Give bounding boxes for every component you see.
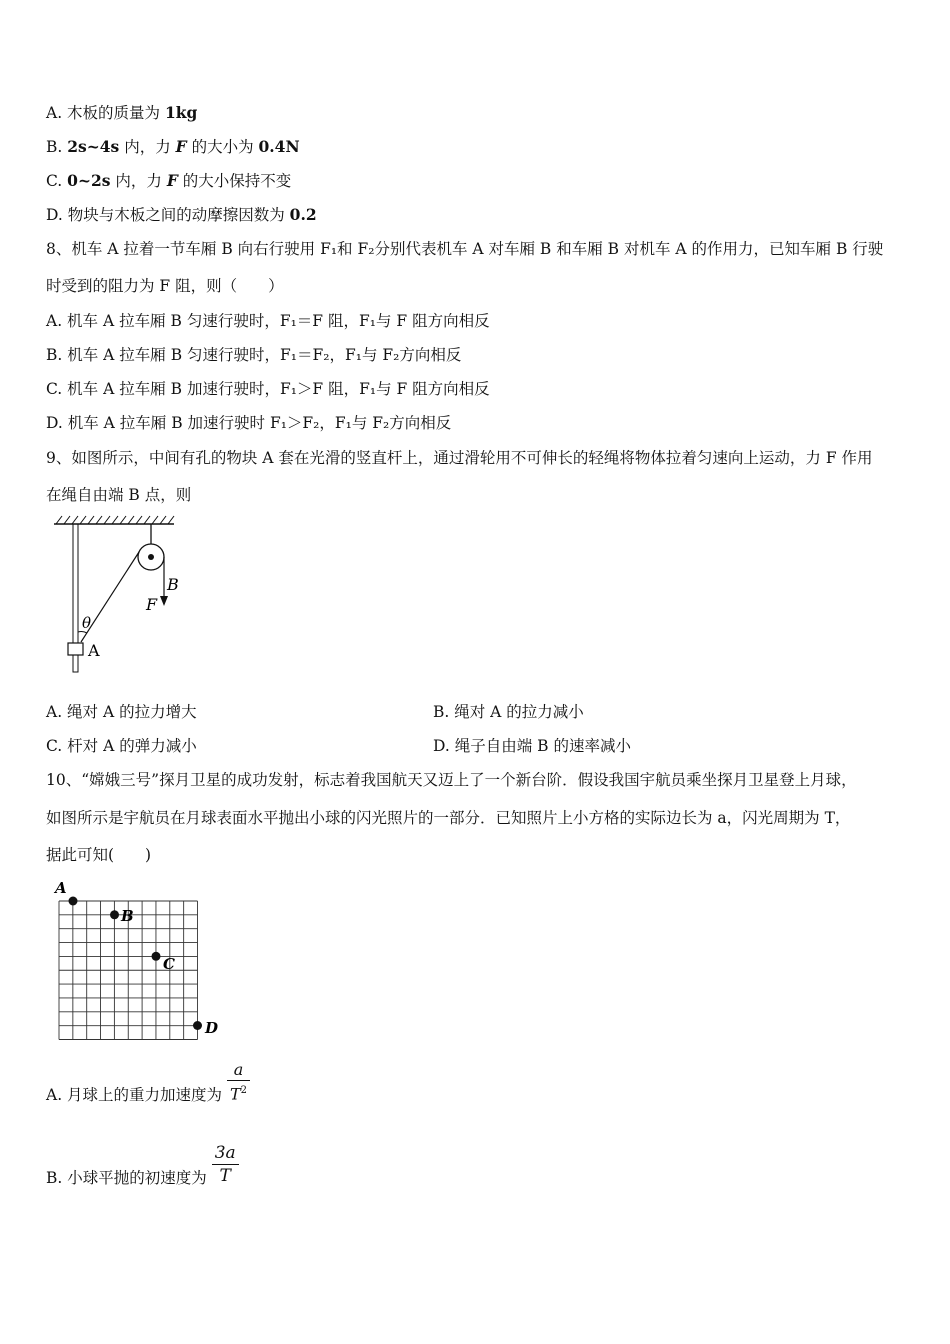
q7-option-c bbox=[46, 171, 291, 191]
q7-option-b-prefix: B. bbox=[46, 138, 68, 156]
q8-stem-line-2: 时受到的阻力为 F 阻，则（ ） bbox=[46, 277, 284, 295]
q10-option-b-numerator: 3a bbox=[212, 1142, 239, 1165]
q9-option-a: A. 绳对 A 的拉力增大 bbox=[46, 703, 197, 721]
q9-label-b: B bbox=[167, 575, 179, 594]
q7-option-c-mid: 内，力 bbox=[110, 172, 167, 190]
q7-option-c-range: 0~2s bbox=[67, 171, 111, 190]
q7-option-b-mid: 内，力 bbox=[119, 138, 176, 156]
q7-option-b-value: 0.4N bbox=[258, 137, 300, 156]
q9-label-a: A bbox=[88, 641, 100, 660]
q10-option-a-denominator bbox=[227, 1081, 250, 1104]
q10-stem-line-2: 如图所示是宇航员在月球表面水平抛出小球的闪光照片的一部分．已知照片上小方格的实际边长为 a，闪光周期为 T， bbox=[46, 809, 851, 827]
q10-label-c: C bbox=[163, 955, 175, 973]
q7-option-a-text: A. 木板的质量为 bbox=[46, 104, 165, 122]
q8-option-b: B. 机车 A 拉车厢 B 匀速行驶时，F₁＝F₂，F₁与 F₂方向相反 bbox=[46, 346, 462, 364]
q10-label-d: D bbox=[205, 1019, 219, 1037]
q7-option-b-range: 2s~4s bbox=[67, 137, 120, 156]
q10-option-a bbox=[46, 1062, 250, 1112]
q9-label-f: F bbox=[146, 595, 158, 614]
q7-option-c-tail: 的大小保持不变 bbox=[177, 172, 292, 190]
q10-option-b-text: B. 小球平抛的初速度为 bbox=[46, 1169, 207, 1187]
q10-option-b bbox=[46, 1142, 239, 1192]
q7-option-b-force: F bbox=[175, 137, 187, 156]
q10-option-a-fraction bbox=[227, 1060, 250, 1104]
q9-stem-line-1: 9、如图所示，中间有孔的物块 A 套在光滑的竖直杆上，通过滑轮用不可伸长的轻绳将物体拉着匀速向上运动，力 F 作用 bbox=[46, 449, 873, 467]
q9-stem-line-2: 在绳自由端 B 点，则 bbox=[46, 486, 192, 504]
q7-option-d-text: D. 物块与木板之间的动摩擦因数为 bbox=[46, 206, 290, 224]
q9-label-theta: θ bbox=[82, 614, 92, 632]
q10-option-a-exponent: 2 bbox=[240, 1085, 248, 1096]
q10-option-b-fraction bbox=[212, 1142, 239, 1187]
q7-option-c-prefix: C. bbox=[46, 172, 68, 190]
q7-option-b-mid2: 的大小为 bbox=[186, 138, 259, 156]
q10-grid-figure bbox=[52, 880, 227, 1045]
q7-option-a bbox=[46, 103, 197, 123]
q9-pulley-figure bbox=[50, 512, 180, 677]
q10-label-b: B bbox=[121, 907, 134, 925]
q10-option-a-den-var: T bbox=[230, 1084, 241, 1104]
q7-option-b bbox=[46, 137, 300, 157]
q10-option-a-numerator: a bbox=[227, 1060, 250, 1081]
q10-option-a-text: A. 月球上的重力加速度为 bbox=[46, 1086, 223, 1104]
q10-option-b-denominator: T bbox=[219, 1166, 231, 1186]
q7-option-a-value: 1kg bbox=[164, 103, 198, 122]
q9-option-b: B. 绳对 A 的拉力减小 bbox=[433, 703, 584, 721]
q10-stem-line-3: 据此可知( ) bbox=[46, 846, 152, 864]
q10-stem-line-1: 10、“嫦娥三号”探月卫星的成功发射，标志着我国航天又迈上了一个新台阶．假设我国宇航员乘坐探月卫星登上月球， bbox=[46, 771, 857, 789]
q9-option-d: D. 绳子自由端 B 的速率减小 bbox=[433, 737, 631, 755]
q8-option-a: A. 机车 A 拉车厢 B 匀速行驶时，F₁＝F 阻，F₁与 F 阻方向相反 bbox=[46, 312, 490, 330]
q7-option-d bbox=[46, 205, 317, 225]
q7-option-d-value: 0.2 bbox=[289, 205, 317, 224]
q8-option-d: D. 机车 A 拉车厢 B 加速行驶时 F₁＞F₂，F₁与 F₂方向相反 bbox=[46, 414, 452, 432]
q8-option-c: C. 机车 A 拉车厢 B 加速行驶时，F₁＞F 阻，F₁与 F 阻方向相反 bbox=[46, 380, 490, 398]
q10-label-a: A bbox=[55, 880, 67, 897]
q7-option-c-force: F bbox=[166, 171, 178, 190]
q9-option-c: C. 杆对 A 的弹力减小 bbox=[46, 737, 197, 755]
q8-stem-line-1: 8、机车 A 拉着一节车厢 B 向右行驶用 F₁和 F₂分别代表机车 A 对车厢 B 和车厢 B 对机车 A 的作用力，已知车厢 B 行驶 bbox=[46, 240, 884, 258]
